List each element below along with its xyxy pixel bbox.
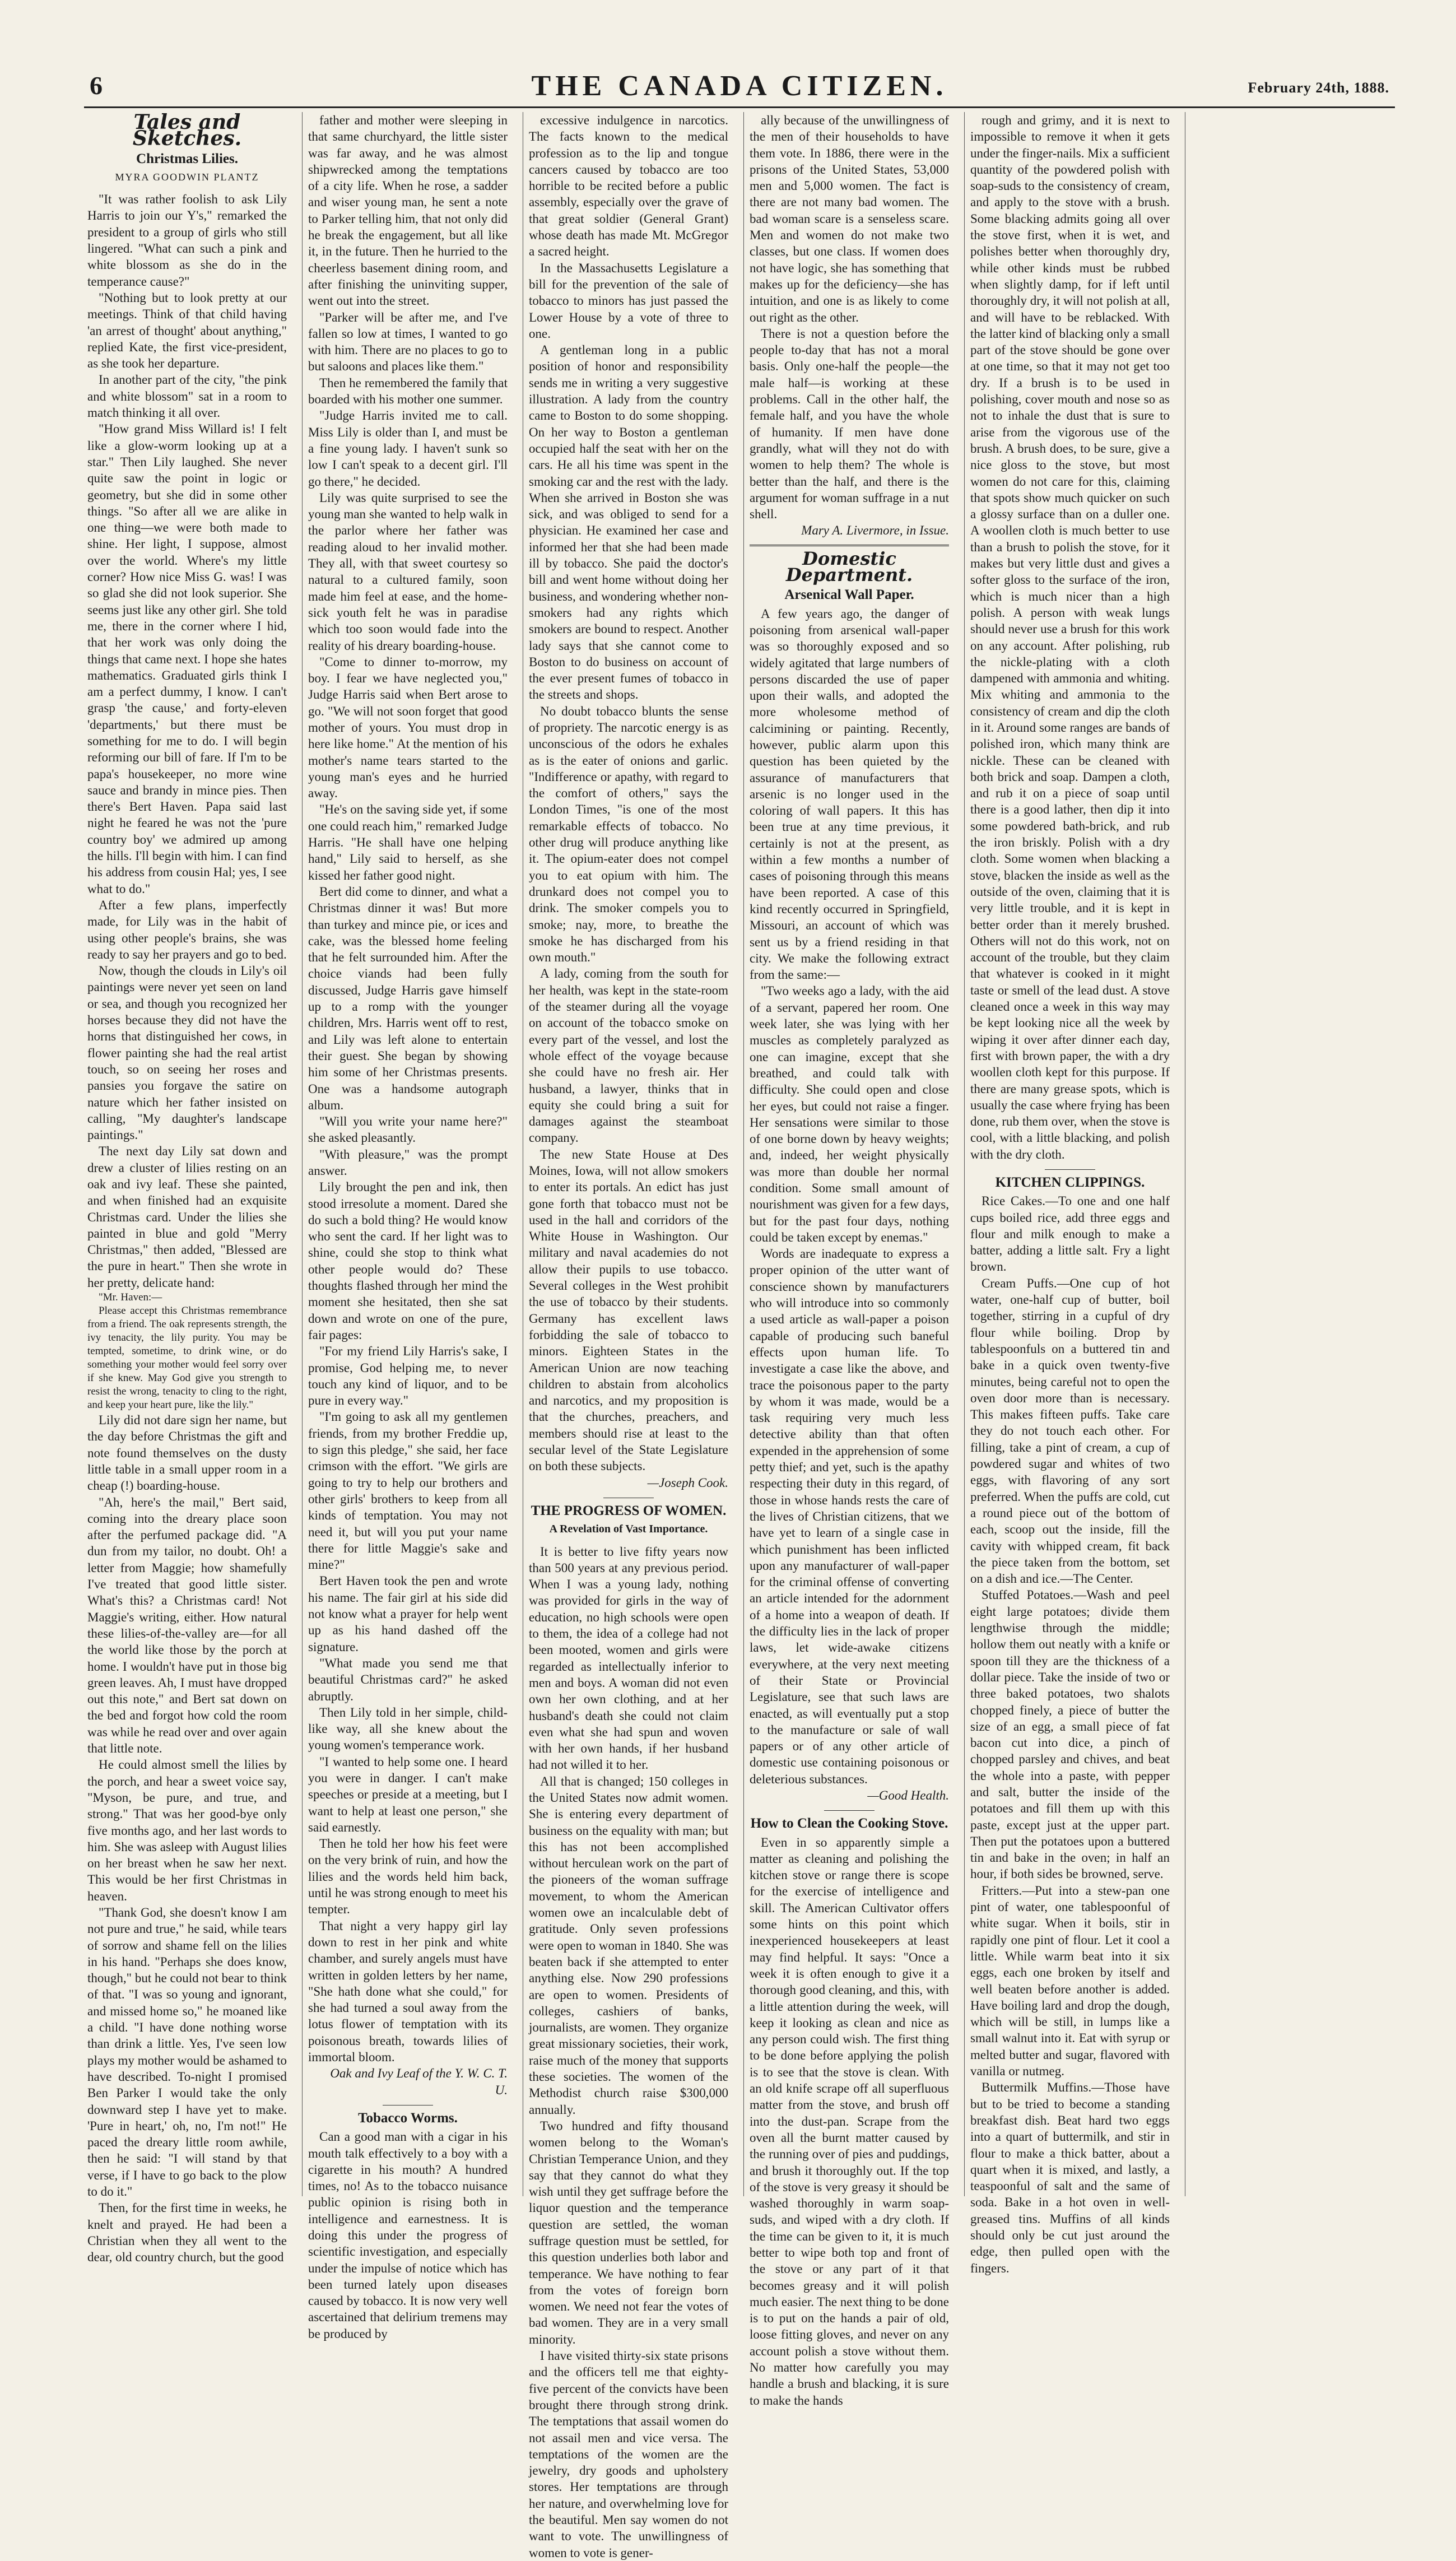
recipe: Fritters.—Put into a stew-pan one pint of water, one tablespoonful of white sugar. When it boils, stir in rapidly one pint of flour. Let it cool a little. While warm beat into it six eggs, each one broken by itself and well beaten before another is added. Have boiling lard and drop the dough, which will be still, in lumps like a small walnut into it. Eat with syrup or melted butter and sugar, flavored with vanilla or nutmeg. [970,1883,1170,2079]
paragraph: Bert Haven took the pen and wrote his name. The fair girl at his side did not know what a prayer for help went up as his hand dashed off the signature. [308,1574,508,1654]
signature: Mary A. Livermore, in Issue. [801,523,949,538]
paragraph: Now, though the clouds in Lily's oil paintings were never yet seen on land or sea, and though you recognized her horses because they did not have the horns that distinguished her cows, in flower painting she had the real artist touch, so on seeing her roses and pansies you forgave the satire on nature which her father insisted on calling, "My daughter's landscape paintings." [87,964,287,1142]
signature: —Good Health. [867,1788,949,1802]
column-1 [84,110,290,2265]
paragraph: No doubt tobacco blunts the sense of propriety. The narcotic energy is as unconscious of the odors he exhales as is the eater of onions and garlic. "Indifference or apathy, with regard to the comfort of others," says the London Times, "is one of the most remarkable effects of tobacco. No other drug will produce anything like it. The opium-eater does not compel you to eat opium with him. The drunkard does not compel you to drink. The smoker compels you to smoke; nay, more, to breathe the smoke he has discharged from his own mouth." [529,704,728,965]
paragraph: "It was rather foolish to ask Lily Harris to join our Y's," remarked the president to a group of girls who still lingered. "What can such a pink and white blossom as she do in the temperance cause?" [87,192,287,289]
recipe: Buttermilk Muffins.—Those have but to be tried to become a standing breakfast dish. Beat hard two eggs into a quart of buttermilk, and stir in flour to make a thick batter, about a quart when it is mixed, and lastly, a teaspoonful of salt and the same of soda. Bake in a hot oven in well-greased tins. Muffins of all kinds should only be cut just around the edge, then pulled open with the fingers. [970,2080,1170,2275]
paragraph: "Ah, here's the mail," Bert said, coming into the dreary place soon after the perfumed package did. "A dun from my tailor, no doubt. Oh! a letter from Maggie; how shamefully I've treated that good little sister. What's this? a Christmas card! Not Maggie's writing, either. How natural these lilies-of-the-valley are—for all the world like those by the porch at home. I wouldn't have put in those big green leaves. Ah, I must have dropped out this note," and Bert sat down on the bed and forgot how cold the room was while he read over and over again that little note. [87,1495,287,1756]
paragraph: It is better to live fifty years now than 500 years at any previous period. When I was a young lady, nothing was provided for girls in the way of education, no high schools were open to them, the idea of a college had not been mooted, women and girls were regarded as intellectually inferior to men and boys. A woman did not even own her own clothing, and at her husband's death she could not claim even what she had spun and woven with her own hands, if her husband had not willed it to her. [529,1544,728,1772]
paragraph: Then Lily told in her simple, child-like way, all she knew about the young women's temperance work. [308,1705,508,1753]
paragraph: There is not a question before the people to-day that has not a moral basis. Only one-half the people—the male half—is working at these problems. Call in the other half, the female half, and you have the whole of humanity. If men have done grandly, what will they not do with women to help them? The whole is better than the half, and there is the argument for woman suffrage in a nut shell. [750,326,949,522]
paragraph: A lady, coming from the south for her health, was kept in the state-room of the steamer during all the voyage on account of the tobacco smoke on every part of the vessel, and lost the whole effect of the voyage because she could have no fresh air. Her husband, a lawyer, thinks that in equity she could bring a suit for damages against the steamboat company. [529,966,728,1145]
column-5 [967,112,1173,2275]
paragraph: Words are inadequate to express a proper opinion of the utter want of conscience shown by manufacturers who will introduce into so commonly a used article as wall-paper a poison capable of producing such baneful effects upon human life. To investigate a case like the above, and trace the poisonous paper to the party by whom it was made, would be a task requiring very much less detective ability than that often expended in the apprehension of some petty thief; and yet, such is the apathy respecting their duty in this regard, of those in whose hands rests the care of the lives of Christian citizens, that we have yet to learn of a single case in which punishment has been inflicted upon any manufacturer of wall-paper for the criminal offense of converting an article intended for the adornment of a home into a weapon of death. If the difficulty lies in the lack of proper laws, let wide-awake citizens everywhere, at the very next meeting of their State or Provincial Legislature, see that such laws are enacted, as will eventually put a stop to the manufacture or sale of wall papers or of any other article of domestic use containing poisonous or deleterious substances. [750,1247,949,1786]
paragraph: "Thank God, she doesn't know I am not pure and true," he said, while tears of sorrow and shame fell on the lilies in his hand. "Perhaps she does know, though," but he could not bear to think of that. "I was so young and ignorant, and missed home so," he moaned like a child. "I have done nothing worse than drink a little. Yes, I've seen low plays my mother would be ashamed to have described. To-night I promised Ben Parker I would take the only downward step I have yet to make. 'Pure in heart,' oh, no, I'm not!" He paced the dreary little room awhile, then he said: "I will stand by that verse, if I have to go back to the plow to do it." [87,1905,287,2199]
paragraph: "Will you write your name here?" she asked pleasantly. [308,1114,508,1145]
page-number: 6 [90,71,103,100]
issue-date: February 24th, 1888. [1248,80,1389,96]
paragraph: Lily did not dare sign her name, but the day before Christmas the gift and note found themselves on the dusty little table in a small upper room in a cheap (!) boarding-house. [87,1413,287,1493]
column-divider [302,112,303,2196]
paragraph: Then, for the first time in weeks, he knelt and prayed. He had been a Christian when they all went to the dear, old country church, but the good [87,2201,287,2265]
recipe: Rice Cakes.—To one and one half cups boiled rice, add three eggs and flour and milk enough to make a batter, adding a little salt. Fry a light brown. [970,1194,1170,1274]
paragraph: "How grand Miss Willard is! I felt like a glow-worm looking up at a star." Then Lily laughed. She never quite saw the point in logic or geometry, but she did in some other things. "So after all we are alike in one thing—we were both made to shine. Her light, I suppose, almost over the world. Where's my little corner? How nice Miss G. was! I was so glad she did not look superior. She seems just like any other girl. She told me, there in the corner where I hid, that her work was only doing the things that came next. I hope she hates mathematics. Graduated girls think I am a perfect dummy, I know. I can't grasp 'the cause,' and forty-eleven 'departments,' but there must be something for me to do. I will begin reforming our bill of fare. If I'm to be papa's housekeeper, no more wine sauce and brandy in mince pies. Then there's Bert Haven. Papa said last night he feared he was not the 'pure country boy' we admired up among the hills. I'll begin with him. I can find his address from cousin Hal; yes, I see what to do." [87,422,287,896]
paragraph: excessive indulgence in narcotics. The facts known to the medical profession as to the lip and tongue cancers caused by tobacco are too horrible to be recited before a public assembly, especially over the grave of that great soldier (General Grant) whose death has made Mt. McGregor a sacred height. [529,113,728,259]
paragraph: Then he told her how his feet were on the very brink of ruin, and how the lilies and the words held him back, until he was strong enough to meet his tempter. [308,1837,508,1917]
paragraph: The next day Lily sat down and drew a cluster of lilies resting on an oak and ivy leaf. These she painted, and when finished had an exquisite Christmas card. Under the lilies she painted in blue and gold "Merry Christmas," then added, "Blessed are the pure in heart." Then she wrote in her pretty, delicate hand: [87,1144,287,1290]
paragraph: "Parker will be after me, and I've fallen so low at times, I wanted to go with him. There are no places to go to but saloons and places like them." [308,310,508,374]
paragraph: "I wanted to help some one. I heard you were in danger. I can't make speeches or preside at a meeting, but I want to help at least one person," she said earnestly. [308,1754,508,1834]
paragraph: Bert did come to dinner, and what a Christmas dinner it was! But more than turkey and mince pie, or ices and cake, was the blessed home feeling that he felt surrounded him. After the choice viands had been fully discussed, Judge Harris gave himself up to a romp with the younger children, Mrs. Harris went off to rest, and Lily was left alone to entertain their guest. She began by showing him some of her Christmas presents. One was a handsome autograph album. [308,884,508,1112]
column-6 [1188,112,1394,2196]
page-columns [84,110,1395,2560]
recipe: Stuffed Potatoes.—Wash and peel eight large potatoes; divide them lengthwise through the middle; hollow them out neatly with a knife or spoon till they are the thickness of a dollar piece. Take the inside of two or three baked potatoes, two shalots chopped finely, a piece of butter the size of an egg, a small piece of fat bacon cut into dice, a pinch of chopped parsley and chives, and beat the whole into a paste, with pepper and salt, butter the inside of the potatoes and fill them up with this paste, except just at the upper part. Then put the potatoes upon a buttered tin and bake in the oven; in half an hour, if both sides be browned, serve. [970,1588,1170,1881]
column-3 [525,112,732,2560]
note-text: Please accept this Christmas remembrance from a friend. The oak represents strength, the ivy tenacity, the lily purity. You may be tempted, sometime, to drink wine, or do something your mother would feel sorry over if she knew. May God give you strength to resist the wrong, tenacity to cling to the right, and keep your heart pure, like the lily." [87,1305,287,1411]
column-divider [743,112,744,2196]
article-subtitle: A Revelation of Vast Importance. [549,1523,708,1536]
story-title: Christmas Lilies. [136,151,238,166]
column-divider [964,112,965,2196]
paragraph: ally because of the unwillingness of the men of their households to have them vote. In 1886, there were in the prisons of the United States, 53,000 men and 5,000 women. The fact is there are not many bad women. The bad woman scare is a senseless scare. Men and women do not make two classes, but one class. If women does not have logic, she has something that makes up for the deficiency—she has intuition, and one is as likely to come out right as the other. [750,113,949,324]
paragraph: In another part of the city, "the pink and white blossom" sat in a room to match thinking it all over. [87,373,287,420]
paragraph: "He's on the saving side yet, if some one could reach him," remarked Judge Harris. "He shall have one helping hand," Lily said to herself, as she kissed her father good night. [308,802,508,882]
paragraph: "Two weeks ago a lady, with the aid of a servant, papered her room. One week later, she was lying with her muscles as completely paralyzed as one can imagine, except that she breathed, and could talk with difficulty. She could open and close her eyes, but could not raise a finger. Her sensations were similar to those of one borne down by heavy weights; and, indeed, her weight physically was more than double her normal condition. Some small amount of nourishment was given for a few days, but for the past four days, nothing could be taken except by enemas." [750,984,949,1244]
paragraph: Lily brought the pen and ink, then stood irresolute a moment. Dared she do such a bold thing? He would know who sent the card. If her light was to shine, could she stop to think what other people would do? These thoughts flashed through her mind the moment she hesitated, then she sat down and wrote on one of the pure, fair pages: [308,1180,508,1342]
paragraph: "Judge Harris invited me to call. Miss Lily is older than I, and must be a fine young lady. I haven't sunk so low I can't speak to a decent girl. I'll go there," he decided. [308,408,508,489]
paragraph: "For my friend Lily Harris's sake, I promise, God helping me, to never touch any kind of liquor, and to be pure in every way." [308,1344,508,1408]
paragraph: rough and grimy, and it is next to impossible to remove it when it gets under the finger-nails. Mix a sufficient quantity of the powdered polish with soap-suds to the consistency of cream, and apply to the stove with a brush. Some blacking admits going all over the stove first, when it is wet, and polishes better when thoroughly dry, while other kinds must be rubbed when slightly damp, for if left until thoroughly dry, it will not polish at all, and will have to be reblacked. With the latter kind of blacking only a small part of the stove should be gone over at one time, so that it may not get too dry. If a brush is to be used in polishing, cover mouth and nose so as not to inhale the dust that is sure to arise from the vigorous use of the brush. A brush does, to be sure, give a nice gloss to the stove, but most women do not care for this, claiming that spots show much quicker on such a glossy surface than on a duller one. A woollen cloth is much better to use than a brush to polish the stove, for it makes but very little dust and gives a softer gloss to the surface of the iron, which is much nicer than a high polish. A person with weak lungs should never use a brush for this work on any account. After polishing, rub the nickle-plating with a cloth dampened with ammonia and whiting. Mix whiting and ammonia to the consistency of cream and dip the cloth in it. Around some ranges are bands of polished iron, which many think are nickle. These can be cleaned with both brick and soap. Dampen a cloth, and rub it on a piece of soap until there is a good lather, then dip it into some powdered bath-brick, and rub the iron briskly. Polish with a dry cloth. Some women when blacking a stove, blacken the inside as well as the outside of the oven, claiming that it is very little trouble, and it is kept in better order than it merely brushed. Others will not do this work, not on account of the trouble, but they claim that whatever is cooked in it might taste or smell of the lead dust. A stove cleaned once a week in this way may be kept looking nice all the week by wiping it over after dinner each day, first with brown paper, the with a dry woollen cloth kept for this purpose. If there are many grease spots, which is usually the case where frying has been done, rub them over, when the stove is cool, with a little blacking, and polish with the dry cloth. [970,113,1170,1161]
paragraph: The new State House at Des Moines, Iowa, will not allow smokers to enter its portals. An edict has just gone forth that tobacco must not be used in the hall and corridors of the White House in Washington. Our military and naval academies do not allow their pupils to use tobacco. Several colleges in the West prohibit the use of tobacco by their students. Germany has excellent laws forbidding the sale of tobacco to minors. Eighteen States in the American Union are now teaching children to abstain from alcoholics and narcotics, and my proposition is that the churches, preachers, and members should rise at least to the secular level of the State Legislature on both these subjects. [529,1147,728,1474]
paragraph: That night a very happy girl lay down to rest in her pink and white chamber, and surely angels must have written in golden letters by her name, "She hath done what she could," for she had turned a soul away from the lotus flower of temptation with its poisonous breath, towards lilies of immortal bloom. [308,1918,508,2065]
paragraph: "With pleasure," was the prompt answer. [308,1147,508,1178]
paragraph: All that is changed; 150 colleges in the United States now admit women. She is entering every department of business on the equality with man; but this has not been accomplished without herculean work on the part of the pioneers of the woman suffrage movement, to whom the American women owe an incalculable debt of gratitude. Only seven professions were open to woman in 1840. She was beaten back if she attempted to enter anything else. Now 290 professions are open to women. Presidents of colleges, cashiers of banks, journalists, are women. They organize great missionary societies, their work, raise much of the money that supports these societies. The women of the Methodist church raise $300,000 annually. [529,1774,728,2117]
masthead [84,67,1395,108]
paragraph: Can a good man with a cigar in his mouth talk effectively to a boy with a cigarette in his mouth? A hundred times, no! As to the tobacco nuisance public opinion is rising both in intelligence and earnestness. It is doing this under the progress of scientific investigation, and especially under the impulse of notice which has been turned lately upon diseases caused by tobacco. It is now very well ascertained that delirium tremens may be produced by [308,2130,508,2341]
paragraph: A gentleman long in a public position of honor and responsibility sends me in writing a very suggestive illustration. A lady from the country came to Boston to do some shopping. On her way to Boston a gentleman occupied half the seat with her on the cars. He all his time was spent in the smoking car and the rest with the lady. When she arrived in Boston she was sick, and was obliged to send for a physician. He examined her case and informed her that she had been made ill by tobacco. She paid the doctor's bill and went home without doing her business, and wondering whether non-smokers had any rights which smokers are bound to respect. Another lady says that she cannot come to Boston to do business on account of the ever present fumes of tobacco in the streets and shops. [529,343,728,702]
paragraph: father and mother were sleeping in that same churchyard, the little sister was far away, and he was almost shipwrecked among the temptations of a city life. When he rose, a sadder and wiser young man, he sent a note to Parker telling him, that not only did he break the engagement, but all like it, in the future. Then he hurried to the cheerless basement dining room, and after finishing the uninviting supper, went out into the street. [308,113,508,308]
signature: —Joseph Cook. [647,1475,728,1490]
article-title: KITCHEN CLIPPINGS. [995,1175,1145,1190]
paragraph: "Come to dinner to-morrow, my boy. I fear we have neglected you," Judge Harris said when Bert arose to go. "We will not soon forget that good mother of yours. You must drop in here like home." At the mention of his mother's name tears started to the young man's eyes and he hurried away. [308,654,508,801]
paragraph: Even in so apparently simple a matter as cleaning and polishing the kitchen stove or range there is scope for the exercise of intelligence and skill. The American Cultivator offers some hints on this point which inexperienced housekeepers at least may find helpful. It says: "Once a week it is often enough to give it a thorough good cleaning, and this, with a little attention during the week, will keep it looking as clean and nice as any person could wish. The first thing to be done before applying the polish is to see that the stove is clean. With an old knife scrape off all superfluous matter from the stove, and brush off into the dust-pan. Scrape from the oven all the burnt matter caused by the running over of pies and puddings, and brush it thoroughly out. If the top of the stove is very greasy it should be washed thoroughly in warm soap-suds, and wiped with a dry cloth. If the time can be given to it, it is much better to wipe both top and front of the stove or any part of it that becomes greasy and it will polish much easier. The next thing to be done is to put on the hands a pair of old, loose fitting gloves, and never on any account polish a stove without them. No matter how carefully you may handle a brush and blacking, it is sure to make the hands [750,1835,949,2407]
paragraph: Two hundred and fifty thousand women belong to the Woman's Christian Temperance Union, and they say that they cannot do what they wish until they get suffrage before the liquor question and the temperance question are settled, the woman suffrage question must be settled, for this question underlies both labor and temperance. We have nothing to fear from the votes of foreign born women. We need not fear the votes of bad women. They are in a very small minority. [529,2118,728,2346]
paragraph: Then he remembered the family that boarded with his mother one summer. [308,375,508,407]
column-2 [305,112,511,2341]
paragraph: A few years ago, the danger of poisoning from arsenical wall-paper was so thoroughly exposed and so widely agitated that large numbers of persons discarded the use of paper upon their walls, and adopted the more wholesome method of calcimining or painting. Recently, however, public alarm upon this question has been quieted by the assurance of manufacturers that arsenic is no longer used in the coloring of wall papers. It this has been true at any time previous, it certainly is not at the present, as within a few months a number of cases of poisoning through this means have been reported. A case of this kind recently occurred in Springfield, Missouri, an account of which was sent us by a friend residing in that city. We make the following extract from the same:— [750,606,949,982]
article-title: How to Clean the Cooking Stove. [750,1816,948,1832]
section-heading: Tales and Sketches. [132,110,242,151]
article-title: THE PROGRESS OF WOMEN. [531,1503,727,1518]
note-salutation: "Mr. Haven:— [99,1291,162,1304]
article-title: Arsenical Wall Paper. [784,587,914,603]
paragraph: "Nothing but to look pretty at our meetings. Think of that child having 'an arrest of thought' about anything," replied Kate, the first vice-president, as she took her departure. [87,290,287,371]
paragraph: After a few plans, imperfectly made, for Lily was in the habit of using other people's brains, she was ready to say her prayers and go to bed. [87,898,287,961]
paragraph: In the Massachusetts Legislature a bill for the prevention of the sale of tobacco to minors has just passed the Lower House by a vote of three to one. [529,261,728,341]
paragraph: Lily was quite surprised to see the young man she wanted to help walk in the parlor where her father was reading aloud to her invalid mother. They all, with that sweet courtesy so natural to a cultured family, soon made him feel at ease, and the home-sick youth felt he was in paradise which too soon would fade into the reality of his dreary boarding-house. [308,490,508,653]
divider [1045,1169,1095,1170]
story-byline: MYRA GOODWIN PLANTZ [115,171,259,183]
newspaper-title: THE CANADA CITIZEN. [531,70,948,102]
recipe: Cream Puffs.—One cup of hot water, one-half cup of butter, boil together, stirring in a cupful of dry flour while boiling. Drop by tablespoonfuls on a buttered tin and bake in a quick oven twenty-five minutes, being careful not to open the oven door more than is necessary. This makes fifteen puffs. Take care they do not touch each other. For filling, take a pint of cream, a cup of powdered sugar and whites of two eggs, with flavoring of any sort preferred. When the puffs are cold, cut a round piece out of the bottom of each, scoop out the inside, fill the cavity with whipped cream, fit back the piece taken from the bottom, set on a dish and ice.—The Center. [970,1276,1170,1586]
attribution: Oak and Ivy Leaf of the Y. W. C. T. U. [330,2066,508,2097]
section-heading: Domestic Department. [750,545,949,584]
divider [824,1810,874,1811]
article-title: Tobacco Worms. [358,2110,458,2126]
column-4 [746,112,952,2407]
paragraph: He could almost smell the lilies by the porch, and hear a sweet voice say, "Myson, be pure, and true, and strong." That was her good-bye only five months ago, and her last words to him. She was asleep with August lilies on her breast when he saw her next. This would be her first Christmas in heaven. [87,1758,287,1903]
paragraph: "What made you send me that beautiful Christmas card?" he asked abruptly. [308,1656,508,1703]
paragraph: I have visited thirty-six state prisons and the officers tell me that eighty-five percent of the convicts have been brought there through strong drink. The temptations that assail women do not assail men and vice versa. The temptations of the women are the jewelry, dry goods and upholstery stores. Her temptations are through her nature, and overwhelming love for the beautiful. Men say women do not want to vote. The unwillingness of women to vote is gener- [529,2349,728,2560]
paragraph: "I'm going to ask all my gentlemen friends, from my brother Freddie up, to sign this pledge," she said, her face crimson with the effort. "We girls are going to try to help our brothers and other girls' brothers to keep from all kinds of temptation. You may not need it, but will you put your name there for little Maggie's sake and mine?" [308,1410,508,1572]
